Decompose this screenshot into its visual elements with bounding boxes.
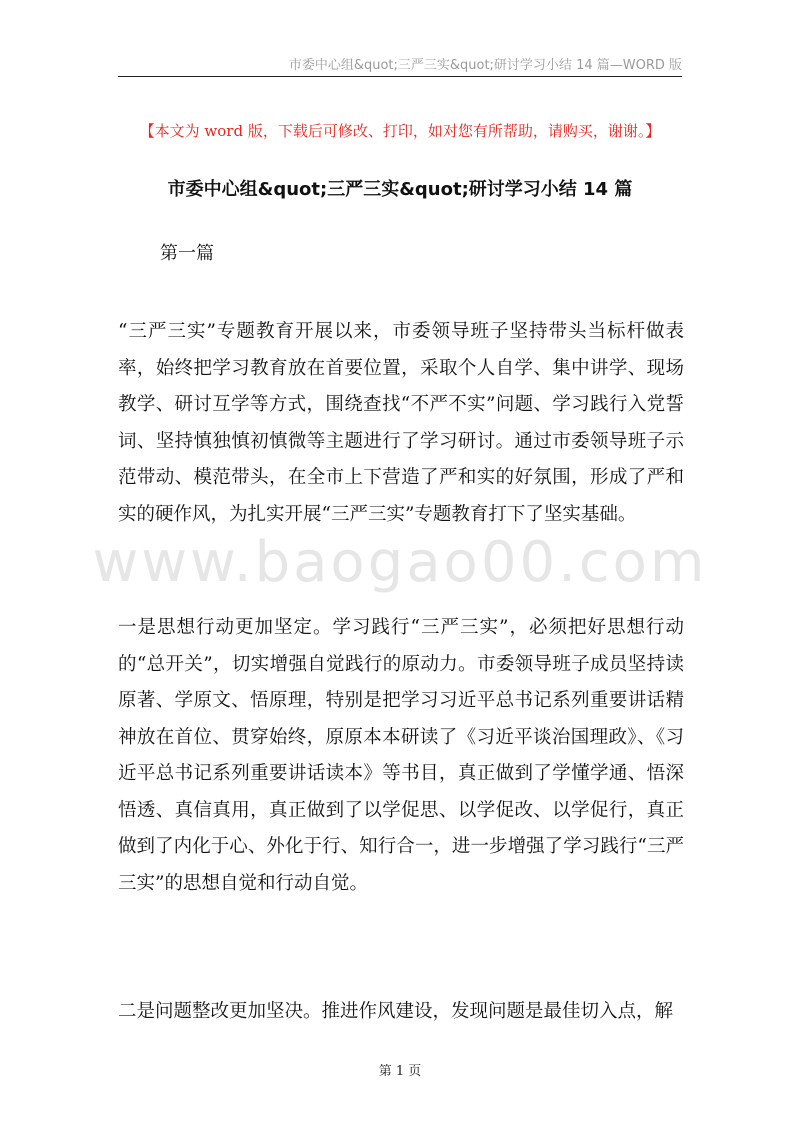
paragraph-point-one: 一是思想行动更加坚定。学习践行“三严三实”，必须把好思想行动的“总开关”，切实增强自觉践行的原动力。市委领导班子成员坚持读原著、学原文、悟原理，特别是把学习习近平总书记系列重要讲话精神放在首位、贯穿始终，原原本本研读了《习近平谈治国理政》、《习近平总书记系列重要讲话读本》等书目，真正做到了学懂学通、悟深悟透、真信真用，真正做到了以学促思、以学促改、以学促行，真正做到了内化于心、外化于行、知行合一，进一步增强了学习践行“三严三实”的思想自觉和行动自觉。 (118, 617, 684, 894)
header-divider (118, 76, 682, 77)
page-number: 第 1 页 (378, 1064, 422, 1079)
download-notice: 【本文为 word 版，下载后可修改、打印，如对您有所帮助，请购买，谢谢。】 (139, 122, 661, 140)
running-header: 市委中心组&quot;三严三实&quot;研讨学习小结 14 篇—WORD 版 (288, 58, 682, 73)
watermark: www.baogao00.com (92, 530, 708, 595)
section-heading: 第一篇 (160, 243, 214, 264)
paragraph-intro: “三严三实”专题教育开展以来，市委领导班子坚持带头当标杆做表率，始终把学习教育放在首要位置，采取个人自学、集中讲学、现场教学、研讨互学等方式，围绕查找“不严不实”问题、学习践行入党誓词、坚持慎独慎初慎微等主题进行了学习研讨。通过市委领导班子示范带动、模范带头，在全市上下营造了严和实的好氛围，形成了严和实的硬作风，为扎实开展“三严三实”专题教育打下了坚实基础。 (118, 321, 684, 525)
document-title: 市委中心组&quot;三严三实&quot;研讨学习小结 14 篇 (167, 179, 633, 200)
paragraph-point-two: 二是问题整改更加坚决。推进作风建设，发现问题是最佳切入点，解 (118, 1001, 674, 1022)
